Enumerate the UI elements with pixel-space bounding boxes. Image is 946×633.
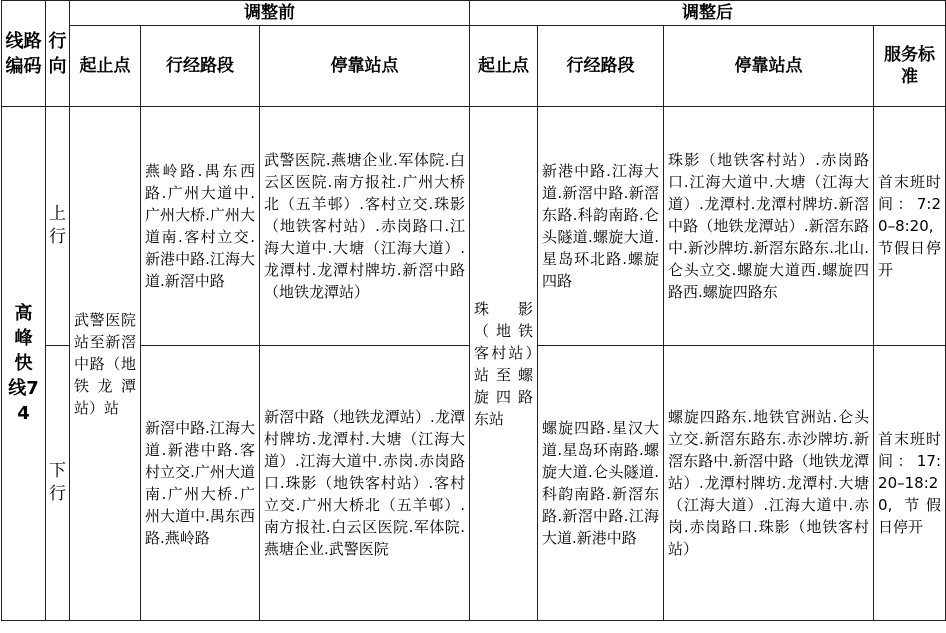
header-route-code: 线路编码: [2, 1, 46, 107]
before-path-up: 燕岭路.禺东西路.广州大道中.广州大桥.广州大道南.客村立交.新港中路.江海大道.新滘中路: [141, 107, 260, 346]
route-name: 高峰快线74: [2, 107, 46, 621]
before-path-down: 新滘中路.江海大道.新港中路.客村立交.广州大道南.广州大桥.广州大道中.禺东西路.燕岭路: [141, 346, 260, 621]
direction-up: 上行: [46, 107, 70, 346]
direction-down: 下行: [46, 346, 70, 621]
before-start-end: 武警医院站至新滘中路（地铁龙潭站）站: [70, 107, 141, 621]
header-row-2: [2, 26, 946, 107]
header-before-stops: 停靠站点: [260, 26, 470, 107]
table-row-up: [2, 107, 946, 346]
header-after-stops: 停靠站点: [664, 26, 874, 107]
service-up: 首末班时间：7:20–8:20, 节假日停开: [874, 107, 946, 346]
header-direction: 行向: [46, 1, 70, 107]
header-before: 调整前: [70, 1, 470, 26]
header-service: 服务标准: [874, 26, 946, 107]
service-down: 首末班时间：17:20–18:20, 节假日停开: [874, 346, 946, 621]
header-after: 调整后: [470, 1, 946, 26]
after-path-up: 新港中路.江海大道.新滘中路.新滘东路.科韵南路.仑头隧道.螺旋大道.星岛环北路.螺旋四路: [538, 107, 664, 346]
header-row-1: [2, 1, 946, 26]
before-stops-up: 武警医院.燕塘企业.军体院.白云区医院.南方报社.广州大桥北（五羊邨）.客村立交.珠影（地铁客村站）.赤岗路口.江海大道中.大塘（江海大道）.龙潭村.龙潭村牌坊.新滘中路（地铁龙潭站）: [260, 107, 470, 346]
after-start-end: 珠影（地铁客村站）站至螺旋四路东站: [470, 107, 538, 621]
route-adjustment-table: [1, 0, 946, 621]
after-stops-down: 螺旋四路东.地铁官洲站.仑头立交.新滘东路东.赤沙牌坊.新滘东路中.新滘中路（地铁龙潭站）.龙潭村牌坊.龙潭村.大塘（江海大道）.江海大道中.赤岗.赤岗路口.珠影（地铁客村站）: [664, 346, 874, 621]
header-after-start-end: 起止点: [470, 26, 538, 107]
after-stops-up: 珠影（地铁客村站）.赤岗路口.江海大道中.大塘（江海大道）.龙潭村.龙潭村牌坊.新滘中路（地铁龙潭站）.新滘东路中.新沙牌坊.新滘东路东.北山.仑头立交.螺旋大道西.螺旋四路西.螺旋四路东: [664, 107, 874, 346]
header-before-path: 行经路段: [141, 26, 260, 107]
before-stops-down: 新滘中路（地铁龙潭站）.龙潭村牌坊.龙潭村.大塘（江海大道）.江海大道中.赤岗.赤岗路口.珠影（地铁客村站）.客村立交.广州大桥北（五羊邨）.南方报社.白云区医院.军体院.燕塘企业.武警医院: [260, 346, 470, 621]
header-before-start-end: 起止点: [70, 26, 141, 107]
after-path-down: 螺旋四路.星汉大道.星岛环南路.螺旋大道.仑头隧道.科韵南路.新滘东路.新滘中路.江海大道.新港中路: [538, 346, 664, 621]
header-after-path: 行经路段: [538, 26, 664, 107]
